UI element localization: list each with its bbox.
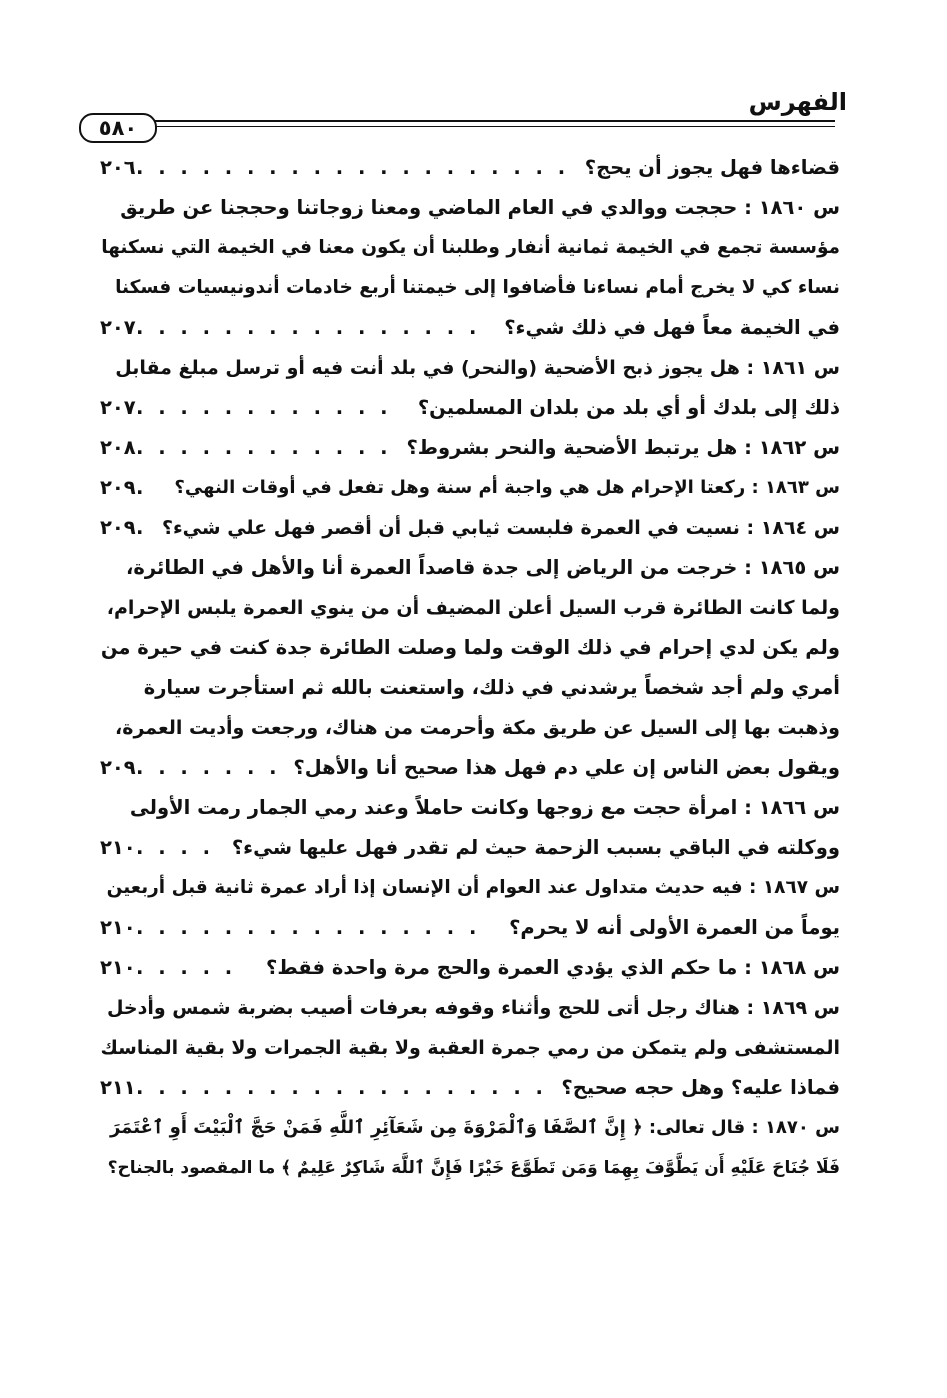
index-page-number: ٢٠٩ xyxy=(100,756,136,779)
index-line xyxy=(100,828,840,868)
index-line xyxy=(100,388,840,428)
index-line-text: س ١٨٦٩ : هناك رجل أتى للحج وأثناء وقوفه بعرفات أصيب بضربة شمس وأدخل xyxy=(106,997,840,1019)
index-line xyxy=(100,268,840,308)
index-line xyxy=(100,348,840,388)
leader-dots: . . . . . . . . . . . . . . . . xyxy=(136,316,481,339)
index-line xyxy=(100,1028,840,1068)
index-line-text: ويقول بعض الناس إن علي دم فهل هذا صحيح أنا والأهل؟ xyxy=(293,756,840,779)
index-line-text: س ١٨٦٢ : هل يرتبط الأضحية والنحر بشروط؟ xyxy=(406,436,840,459)
index-line xyxy=(100,468,840,508)
index-line-text: س ١٨٧٠ : قال تعالى: ﴿ إِنَّ ٱلصَّفَا وَٱلْمَرْوَةَ مِن شَعَآئِرِ ٱللَّهِ فَمَنْ حَجَّ ٱلْبَيْتَ أَوِ ٱعْتَمَرَ xyxy=(109,1117,840,1138)
index-line xyxy=(100,228,840,268)
index-line-text: يوماً من العمرة الأولى أنه لا يحرم؟ xyxy=(509,916,840,939)
index-page-number: ٢١٠ xyxy=(100,916,136,939)
index-line-text: س ١٨٦١ : هل يجوز ذبح الأضحية (والنحر) في بلد أنت فيه أو ترسل مبلغ مقابل xyxy=(115,357,840,379)
index-line xyxy=(100,188,840,228)
index-line-text: فَلَا جُنَاحَ عَلَيْهِ أَن يَطَّوَّفَ بِهِمَا وَمَن تَطَوَّعَ خَيْرًا فَإِنَّ ٱللَّهَ شَاكِرٌ عَلِيمٌ ﴾ ما المقصود بالجناح؟ xyxy=(107,1158,840,1178)
index-page-number: ٢١١ xyxy=(100,1076,136,1099)
index-line-text: س ١٨٦٠ : حججت ووالدي في العام الماضي ومعنا زوجاتنا وحججنا عن طريق xyxy=(120,196,840,219)
index-line-text: مؤسسة تجمع في الخيمة ثمانية أنفار وطلبنا أن يكون معنا في الخيمة التي نسكنها xyxy=(101,237,840,258)
index-line xyxy=(100,988,840,1028)
index-page-number: ٢٠٧ xyxy=(100,316,136,339)
index-line xyxy=(100,628,840,668)
index-line-text: ولما كانت الطائرة قرب السيل أعلن المضيف أن من ينوي العمرة يلبس الإحرام، xyxy=(106,597,840,619)
index-page-number: ٢٠٩ xyxy=(100,516,136,539)
index-page-number: ٢١٠ xyxy=(100,956,136,979)
index-line-text: وذهبت بها إلى السيل عن طريق مكة وأحرمت من هناك، ورجعت وأديت العمرة، xyxy=(115,717,840,739)
index-line xyxy=(100,868,840,908)
leader-dots: . . . . . . . . . . . . . . . . xyxy=(136,916,481,939)
index-line xyxy=(100,148,840,188)
index-line-text: س ١٨٦٤ : نسيت في العمرة فلبست ثيابي قبل أن أقصر فهل علي شيء؟ xyxy=(161,517,840,539)
index-page-number: ٢٠٦ xyxy=(100,156,136,179)
index-page-number: ٢٠٩ xyxy=(100,476,136,499)
index-line-text: ولم يكن لدي إحرام في ذلك الوقت ولما وصلت الطائرة جدة كنت في حيرة من xyxy=(100,636,840,659)
index-line-text: س ١٨٦٨ : ما حكم الذي يؤدي العمرة والحج مرة واحدة فقط؟ xyxy=(266,956,840,979)
index-line xyxy=(100,948,840,988)
header-rule-top xyxy=(108,120,835,122)
leader-dots: . . . . . . . . . . . . xyxy=(136,436,392,459)
index-line-text: س ١٨٦٦ : امرأة حجت مع زوجها وكانت حاملاً وعند رمي الجمار رمت الأولى xyxy=(129,796,840,819)
header-rule-bottom xyxy=(108,126,835,127)
leader-dots: . . . . . xyxy=(136,956,237,979)
index-page-number: ٢٠٨ xyxy=(100,436,136,459)
index-line xyxy=(100,1108,840,1148)
index-line-text: س ١٨٦٥ : خرجت من الرياض إلى جدة قاصداً العمرة أنا والأهل في الطائرة، xyxy=(125,556,840,579)
index-line-text: س ١٨٦٧ : فيه حديث متداول عند العوام أن الإنسان إذا أراد عمرة ثانية قبل أربعين xyxy=(106,877,840,898)
leader-dots: . . . . xyxy=(136,836,214,859)
index-line xyxy=(100,508,840,548)
index-line-text: أمري ولم أجد شخصاً يرشدني في ذلك، واستعنت بالله ثم استأجرت سيارة xyxy=(143,676,840,699)
index-line xyxy=(100,1068,840,1108)
index-line-text: فماذا عليه؟ وهل حجه صحيح؟ xyxy=(561,1076,840,1099)
leader-dots: . . . . . . . . . . . . . . . . . . . . xyxy=(136,156,570,179)
leader-dots: . xyxy=(136,516,148,539)
index-line-text: قضاءها فهل يجوز أن يحج؟ xyxy=(584,156,840,179)
leader-dots: . xyxy=(136,476,148,499)
index-line xyxy=(100,668,840,708)
index-line-text: ذلك إلى بلدك أو أي بلد من بلدان المسلمين؟ xyxy=(417,396,840,419)
leader-dots: . . . . . . . xyxy=(136,756,281,779)
index-line-text: المستشفى ولم يتمكن من رمي جمرة العقبة ولا بقية الجمرات ولا بقية المناسك xyxy=(100,1037,840,1059)
running-title: الفهرس xyxy=(748,88,847,116)
index-line xyxy=(100,1148,840,1188)
index-line xyxy=(100,588,840,628)
leader-dots: . . . . . . . . . . . . xyxy=(136,396,392,419)
index-line-text: نساء كي لا يخرج أمام نساءنا فأضافوا إلى خيمتنا أربع خادمات أندونيسيات فسكنا xyxy=(115,277,840,298)
index-line xyxy=(100,908,840,948)
index-line xyxy=(100,428,840,468)
index-page-number: ٢١٠ xyxy=(100,836,136,859)
index-line xyxy=(100,308,840,348)
index-page-number: ٢٠٧ xyxy=(100,396,136,419)
index-line-text: في الخيمة معاً فهل في ذلك شيء؟ xyxy=(504,316,840,339)
index-line xyxy=(100,788,840,828)
index-line xyxy=(100,548,840,588)
index-line xyxy=(100,708,840,748)
index-line-text: ووكلته في الباقي بسبب الزحمة حيث لم تقدر فهل عليها شيء؟ xyxy=(231,836,840,859)
index-line xyxy=(100,748,840,788)
index-entries xyxy=(100,148,840,1188)
leader-dots: . . . . . . . . . . . . . . . . . . . xyxy=(136,1076,547,1099)
page-number: ٥٨٠ xyxy=(79,113,157,143)
index-line-text: س ١٨٦٣ : ركعتا الإحرام هل هي واجبة أم سنة وهل تفعل في أوقات النهي؟ xyxy=(174,477,840,498)
